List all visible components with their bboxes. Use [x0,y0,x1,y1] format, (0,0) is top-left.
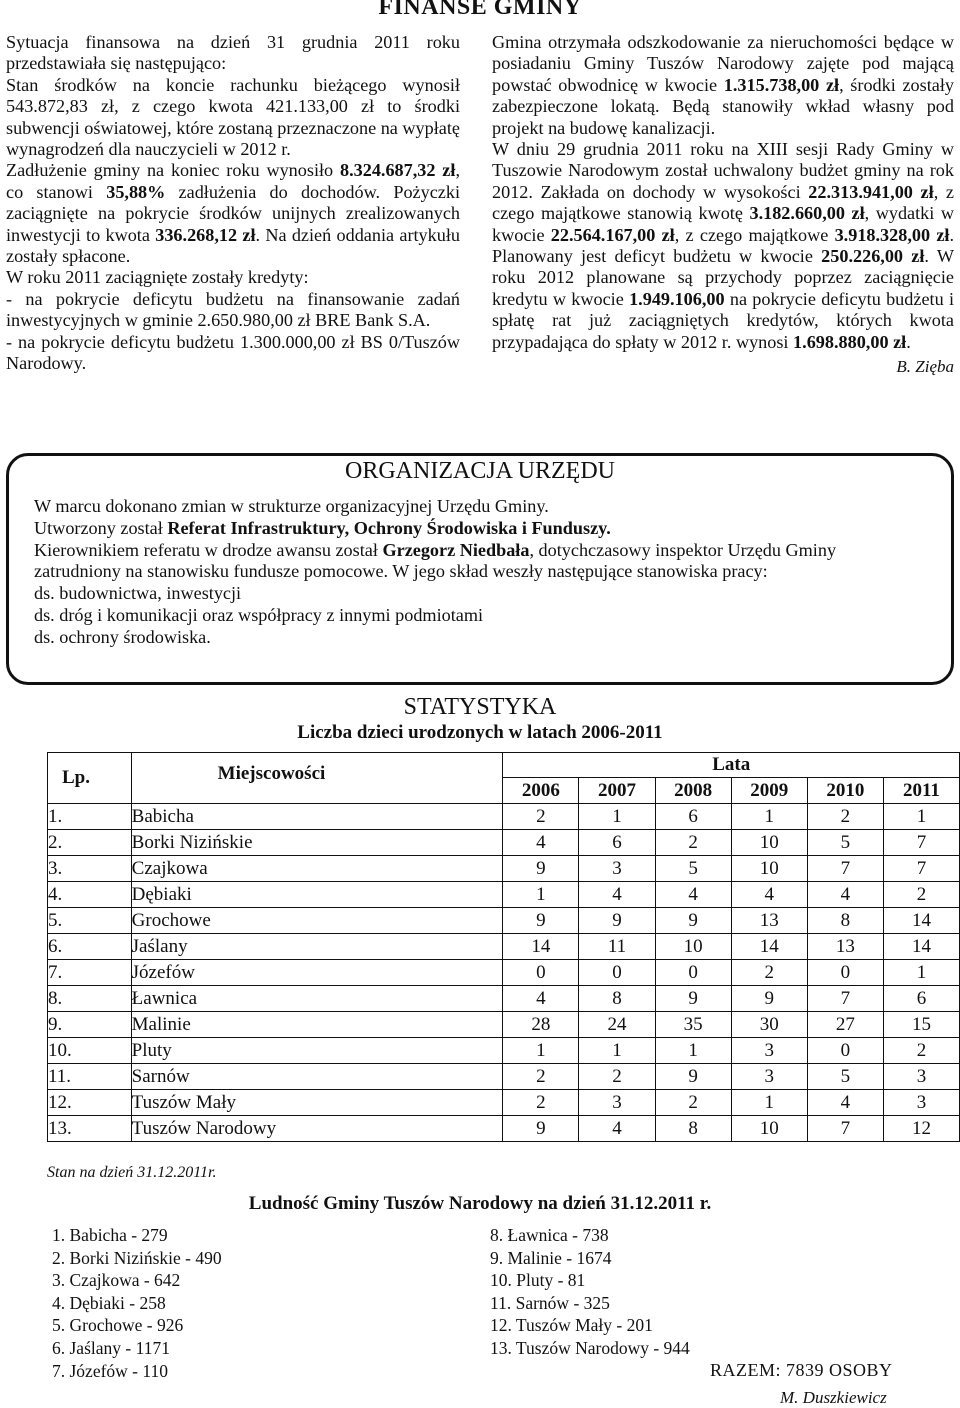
place-name: Dębiaki [131,882,503,908]
paragraph: W roku 2011 zaciągnięte zostały kredyty: [6,267,309,288]
text-line: ds. ochrony środowiska. [34,626,211,647]
births-count: 1 [731,1090,807,1116]
births-count: 9 [655,1064,731,1090]
place-name: Józefów [131,960,503,986]
births-count: 1 [503,1038,579,1064]
births-count: 3 [883,1090,959,1116]
table-row [48,960,960,986]
place-name: Pluty [131,1038,503,1064]
population-item: 11. Sarnów - 325 [490,1292,610,1313]
births-count: 14 [883,934,959,960]
place-name: Tuszów Narodowy [131,1116,503,1142]
births-count: 9 [579,908,655,934]
population-total: RAZEM: 7839 OSOBY [710,1360,893,1380]
row-number: 8. [48,986,132,1012]
table-row [48,1090,960,1116]
births-count: 14 [503,934,579,960]
paragraph: - na pokrycie deficytu budżetu na finansowanie zadań inwestycyjnych w gminie 2.650.980,00 zł BRE Bank S.A. [6,288,460,331]
population-item: 10. Pluty - 81 [490,1270,586,1291]
stan-note: Stan na dzień 31.12.2011r. [47,1164,217,1181]
text-line: ds. dróg i komunikacji oraz współpracy z innymi podmiotami [34,604,484,625]
statystyka-title: STATYSTYKA [403,694,557,720]
births-count: 4 [503,830,579,856]
text-line: W marcu dokonano zmian w strukturze organizacyjnej Urzędu Gminy. [34,496,549,516]
births-count: 4 [807,1090,883,1116]
place-name: Jaślany [131,934,503,960]
population-item: 4. Dębiaki - 258 [52,1292,166,1313]
table-row [48,856,960,882]
table-row [48,882,960,908]
population-item: 8. Ławnica - 738 [490,1225,609,1245]
births-count: 1 [503,882,579,908]
col-header-place: Miejscowości [131,753,503,804]
author-signature: B. Zięba [896,357,954,377]
births-count: 13 [807,934,883,960]
place-name: Malinie [131,1012,503,1038]
place-name: Sarnów [131,1064,503,1090]
col-header-lp: Lp. [48,753,132,804]
births-count: 7 [883,830,959,856]
births-count: 1 [579,804,655,830]
births-count: 15 [883,1012,959,1038]
births-count: 2 [579,1064,655,1090]
births-count: 2 [807,804,883,830]
year-header: 2008 [655,778,731,804]
population-item: 9. Malinie - 1674 [490,1247,612,1268]
organizacja-title: ORGANIZACJA URZĘDU [345,458,615,484]
paragraph-budget: W dniu 29 grudnia 2011 roku na XIII sesji Rady Gminy w Tuszowie Narodowym został uchwalony budżet gminy na rok 2012. Zakłada on dochody w wysokości 22.313.941,00 zł, z czego majątkowe stanowią kwotę 3.182.660,00 zł, wydatki w kwocie 22.564.167,00 zł, z czego majątkowe 3.918.328,00 zł. Planowany jest deficyt budżetu w kwocie 250.226,00 zł. W roku 2012 planowane są przychody poprzez zaciągnięcie kredytu w kwocie 1.949.106,00 na pokrycie deficytu budżetu i spłatę rat już zaciągniętych kredytów, których kwota przypadająca do spłaty w 2012 r. wynosi 1.698.880,00 zł. [492,139,954,352]
births-table [47,752,960,1142]
paragraph: Stan środków na koncie rachunku bieżącego wynosił 543.872,83 zł, z czego kwota 421.133,00 zł to środki subwencji oświatowej, które zostaną przeznaczone na wypłatę wynagrodzeń dla nauczycieli w 2012 r. [6,74,460,160]
births-count: 7 [807,986,883,1012]
births-count: 1 [579,1038,655,1064]
births-count: 9 [655,986,731,1012]
births-count: 2 [883,1038,959,1064]
table-row [48,1012,960,1038]
births-count: 10 [731,856,807,882]
births-count: 8 [579,986,655,1012]
births-count: 2 [503,1090,579,1116]
year-header: 2006 [503,778,579,804]
births-count: 30 [731,1012,807,1038]
paragraph-debt: Zadłużenie gminy na koniec roku wynosiło 8.324.687,32 zł, co stanowi 35,88% zadłużenia do dochodów. Pożyczki zaciągnięte na pokrycie środków unijnych zrealizowanych inwestycji to kwota 336.268,12 zł. Na dzień oddania artykułu zostały spłacone. [6,160,460,267]
births-count: 28 [503,1012,579,1038]
births-count: 4 [579,1116,655,1142]
text-line: Kierownikiem referatu w drodze awansu został Grzegorz Niedbała, dotychczasowy inspektor Urzędu Gminy [34,539,837,560]
births-count: 3 [883,1064,959,1090]
paragraph: - na pokrycie deficytu budżetu 1.300.000,00 zł BS 0/Tuszów Narodowy. [6,331,460,374]
births-count: 0 [579,960,655,986]
births-count: 2 [655,1090,731,1116]
births-count: 2 [883,882,959,908]
place-name: Grochowe [131,908,503,934]
finanse-left-column [6,32,460,375]
text-line: ds. budownictwa, inwestycji [34,583,242,604]
row-number: 9. [48,1012,132,1038]
births-count: 6 [579,830,655,856]
births-count: 1 [655,1038,731,1064]
births-count: 0 [655,960,731,986]
births-count: 6 [655,804,731,830]
paragraph-compensation: Gmina otrzymała odszkodowanie za nieruchomości będące w posiadaniu Gminy Tuszów Narodowy zajęte pod mającą powstać obwodnicę w kwocie 1.315.738,00 zł, środki zostały zabezpieczone lokatą. Będą stanowiły wkład własny pod projekt na budowę kanalizacji. [492,32,954,138]
row-number: 4. [48,882,132,908]
row-number: 10. [48,1038,132,1064]
births-count: 10 [731,830,807,856]
births-count: 2 [503,804,579,830]
place-name: Tuszów Mały [131,1090,503,1116]
births-count: 9 [503,856,579,882]
row-number: 3. [48,856,132,882]
table-row [48,986,960,1012]
population-item: 3. Czajkowa - 642 [52,1270,181,1291]
births-table-body [48,804,960,1142]
births-count: 2 [655,830,731,856]
population-item: 12. Tuszów Mały - 201 [490,1315,653,1336]
row-number: 6. [48,934,132,960]
births-count: 24 [579,1012,655,1038]
row-number: 5. [48,908,132,934]
births-count: 9 [503,1116,579,1142]
births-count: 12 [883,1116,959,1142]
births-count: 8 [807,908,883,934]
births-count: 0 [807,1038,883,1064]
births-count: 9 [655,908,731,934]
births-count: 1 [883,960,959,986]
year-header: 2010 [807,778,883,804]
row-number: 11. [48,1064,132,1090]
organizacja-body [34,496,934,649]
population-item: 1. Babicha - 279 [52,1225,168,1245]
births-count: 35 [655,1012,731,1038]
row-number: 1. [48,804,132,830]
births-count: 5 [807,1064,883,1090]
births-count: 3 [579,856,655,882]
births-count: 0 [503,960,579,986]
table-row [48,934,960,960]
births-count: 9 [731,986,807,1012]
births-count: 4 [731,882,807,908]
text-line: zatrudniony na stanowisku fundusze pomocowe. W jego skład weszły następujące stanowiska pracy: [34,561,768,582]
births-count: 7 [807,1116,883,1142]
place-name: Czajkowa [131,856,503,882]
births-count: 1 [883,804,959,830]
row-number: 13. [48,1116,132,1142]
births-count: 9 [503,908,579,934]
births-count: 1 [731,804,807,830]
place-name: Babicha [131,804,503,830]
births-count: 6 [883,986,959,1012]
births-count: 7 [807,856,883,882]
population-item: 13. Tuszów Narodowy - 944 [490,1337,690,1358]
place-name: Ławnica [131,986,503,1012]
births-count: 10 [731,1116,807,1142]
births-count: 5 [807,830,883,856]
births-count: 4 [807,882,883,908]
year-header: 2011 [883,778,959,804]
births-count: 3 [731,1038,807,1064]
births-count: 5 [655,856,731,882]
row-number: 12. [48,1090,132,1116]
births-count: 8 [655,1116,731,1142]
births-count: 10 [655,934,731,960]
table-row [48,908,960,934]
author-signature: M. Duszkiewicz [780,1388,887,1407]
table-row [48,830,960,856]
population-list-left [52,1224,222,1382]
population-item: 2. Borki Nizińskie - 490 [52,1247,222,1268]
year-header: 2007 [579,778,655,804]
births-count: 2 [731,960,807,986]
births-count: 14 [731,934,807,960]
place-name: Borki Nizińskie [131,830,503,856]
statystyka-subtitle: Liczba dzieci urodzonych w latach 2006-2011 [297,722,663,743]
population-item: 5. Grochowe - 926 [52,1315,184,1336]
year-header: 2009 [731,778,807,804]
finanse-title: FINANSE GMINY [378,0,582,20]
births-count: 2 [503,1064,579,1090]
births-count: 0 [807,960,883,986]
births-count: 4 [655,882,731,908]
births-count: 14 [883,908,959,934]
births-count: 4 [579,882,655,908]
table-row [48,1038,960,1064]
births-count: 4 [503,986,579,1012]
paragraph: Sytuacja finansowa na dzień 31 grudnia 2011 roku przedstawiała się następująco: [6,32,460,74]
table-row [48,804,960,830]
table-row [48,1116,960,1142]
finanse-right-column [492,32,954,377]
births-count: 3 [731,1064,807,1090]
row-number: 2. [48,830,132,856]
ludnosc-title: Ludność Gminy Tuszów Narodowy na dzień 31.12.2011 r. [248,1193,712,1214]
population-item: 6. Jaślany - 1171 [52,1337,170,1358]
row-number: 7. [48,960,132,986]
births-count: 13 [731,908,807,934]
population-item: 7. Józefów - 110 [52,1360,168,1381]
births-count: 7 [883,856,959,882]
table-row [48,1064,960,1090]
births-count: 3 [579,1090,655,1116]
population-list-right [490,1224,690,1360]
births-count: 11 [579,934,655,960]
births-count: 27 [807,1012,883,1038]
text-line: Utworzony został Referat Infrastruktury, Ochrony Środowiska i Funduszy. [34,517,611,538]
col-header-years: Lata [503,753,960,778]
